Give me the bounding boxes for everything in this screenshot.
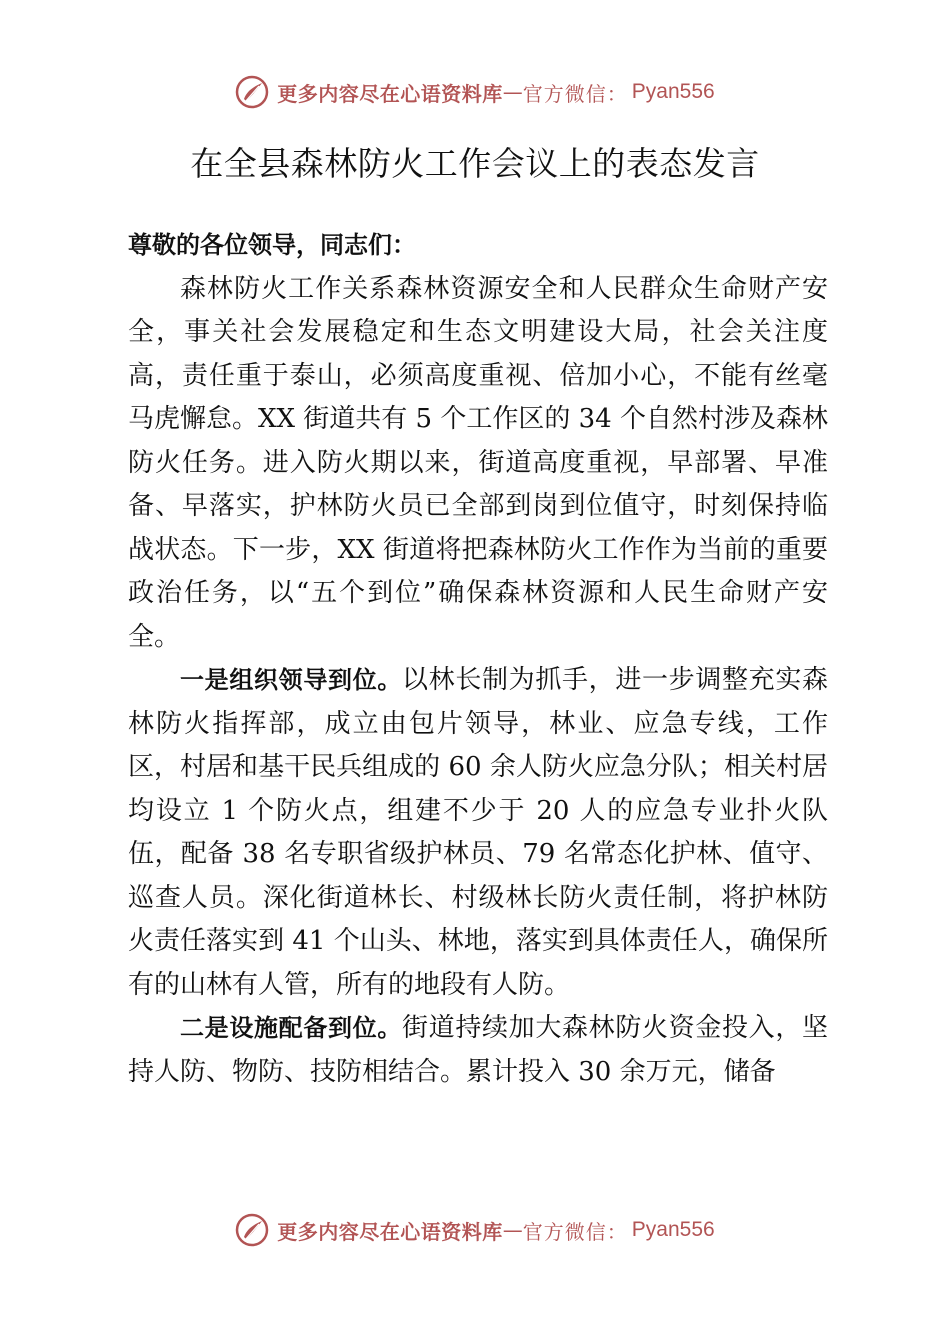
footer-banner xyxy=(0,1210,950,1250)
banner-wechat-handle: Pyan556 xyxy=(631,80,715,103)
banner-separator: — xyxy=(502,1218,523,1242)
section-1-lead: 一是组织领导到位。 xyxy=(180,666,402,694)
banner-wechat-label: 官方微信： xyxy=(522,1219,628,1244)
document-title: 在全县森林防火工作会议上的表态发言 xyxy=(190,144,760,183)
section-2-lead: 二是设施配备到位。 xyxy=(180,1014,402,1042)
banner-brand-text: 更多内容尽在心语资料库 xyxy=(277,1219,503,1244)
banner-wechat-handle: Pyan556 xyxy=(631,1218,715,1241)
section-1-paragraph xyxy=(128,659,828,1007)
section-1-body: 以林长制为抓手，进一步调整充实森林防火指挥部，成立由包片领导，林业、应急专线，工作区，村居和基干民兵组成的 60 余人防火应急分队；相关村居均设立 1 个防火点，组建不少于 20 人的应急专业扑火队伍，配备 38 名专职省级护林员、79 名常态化护林、值守、巡查人员。深化街道林长、村级林长防火责任制，将护林防火责任落实到 41 个山头、林地，落实到具体责任人，确保所有的山林有人管，所有的地段有人防。 xyxy=(128,665,828,1000)
banner-separator: — xyxy=(502,80,523,104)
brand-logo-icon xyxy=(235,1213,269,1247)
banner-brand-text: 更多内容尽在心语资料库 xyxy=(277,81,503,106)
salutation: 尊敬的各位领导，同志们： xyxy=(128,231,416,259)
document-body xyxy=(128,224,828,1094)
header-banner xyxy=(0,72,950,112)
intro-paragraph: 森林防火工作关系森林资源安全和人民群众生命财产安全，事关社会发展稳定和生态文明建设大局，社会关注度高，责任重于泰山，必须高度重视、倍加小心，不能有丝毫马虎懈怠。XX 街道共有 5 个工作区的 34 个自然村涉及森林防火任务。进入防火期以来，街道高度重视，早部署、早准备、早落实，护林防火员已全部到岗到位值守，时刻保持临战状态。下一步，XX 街道将把森林防火工作作为当前的重要政治任务，以“五个到位”确保森林资源和人民生命财产安全。 xyxy=(128,273,828,652)
brand-logo-icon xyxy=(235,75,269,109)
section-2-body: 街道持续加大森林防火资金投入，坚持人防、物防、技防相结合。累计投入 30 余万元，储备 xyxy=(128,1013,828,1087)
section-2-paragraph xyxy=(128,1007,828,1094)
banner-wechat-label: 官方微信： xyxy=(522,81,628,106)
